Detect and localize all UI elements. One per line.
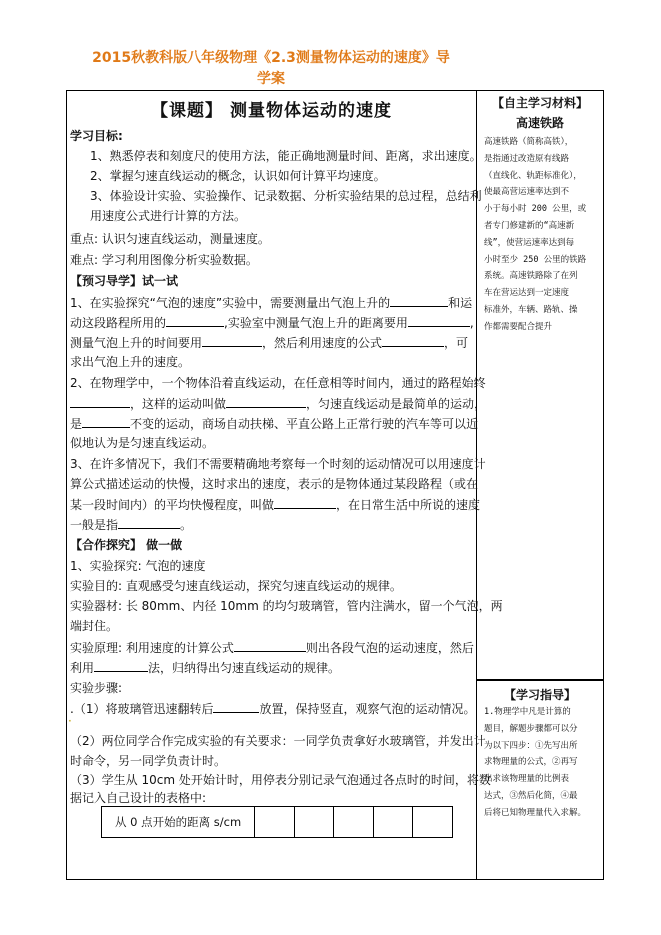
fill-blank[interactable]: [202, 334, 262, 347]
table-row: [102, 807, 453, 838]
preview-p2-line: 2、在物理学中，一个物体沿着直线运动，在任意相等时间内，通过的路程始终: [70, 376, 486, 390]
table-cell[interactable]: [334, 807, 374, 838]
lesson-heading: 【课题】 测量物体运动的速度: [151, 101, 392, 121]
objective-item: 2、掌握匀速直线运动的概念，认识如何计算平均速度。: [90, 169, 386, 183]
preview-heading: 【预习导学】试一试: [70, 274, 179, 288]
guide-text: 1.物理学中凡是计算的 题目，解题步骤都可以分 为以下四步：①先写出所 求物理量的公式，②再写 出求该物理量的比例表 达式，③然后化简，④最 后将已知物理量代入求解。: [484, 707, 587, 818]
fill-blank[interactable]: [408, 314, 470, 327]
guide-heading: 【学习指导】: [503, 688, 576, 702]
material-text: 高速铁路（简称高铁）， 是指通过改造原有线路 （直线化、轨距标准化）， 使最高营运速率达到不 小于每小时 200 公里，或 者专门修建新的“高速新 线”，使营运速率达到每 小时至少 250 公里的铁路 系统。高速铁路除了在列 车在营运达到一定速度 标准外，车辆、路轨、操 作都需要配合提升: [484, 137, 587, 332]
objective-item: 用速度公式进行计算的方法。: [90, 209, 247, 223]
fill-blank[interactable]: [118, 516, 180, 529]
cooperation-line: 实验器材: 长 80mm、内径 10mm 的均匀玻璃管，管内注满水，留一个气泡，两: [70, 599, 503, 613]
fill-blank[interactable]: [213, 700, 259, 713]
objective-item: 1、熟悉停表和刻度尺的使用方法，能正确地测量时间、距离，求出速度。: [90, 149, 482, 163]
objective-item: 3、体验设计实验、实验操作、记录数据、分析实验结果的总过程，总结利: [90, 189, 482, 203]
fill-blank[interactable]: [82, 415, 130, 428]
cooperation-line: 实验目的: 直观感受匀速直线运动，探究匀速直线运动的规律。: [70, 579, 402, 593]
step-line: （3）学生从 10cm 处开始计时，用停表分别记录气泡通过各点时的时间，将数: [70, 773, 491, 787]
preview-p1-line: 测量气泡上升的时间要用 ，然后利用速度的公式 ，可: [70, 336, 469, 350]
table-header-cell: 从 0 点开始的距离 s/cm: [102, 807, 255, 838]
fill-blank[interactable]: [234, 639, 306, 652]
preview-p2-line: 是 不变的运动，商场自动扶梯、平直公路上正常行驶的汽车等可以近: [70, 417, 479, 431]
preview-p1-line: 1、在实验探究“气泡的速度”实验中，需要测量出气泡上升的 和运: [70, 296, 473, 310]
step-line: .（1）将玻璃管迅速翻转后 放置，保持竖直，观察气泡的运动情况。: [70, 702, 476, 716]
fill-blank[interactable]: [166, 314, 224, 327]
cooperation-line: 1、实验探究: 气泡的速度: [70, 559, 206, 573]
document-title-line2: 学案: [257, 71, 285, 87]
principle-line: 实验原理: 利用速度的计算公式 则出各段气泡的运动速度，然后: [70, 641, 474, 655]
material-title: 高速铁路: [515, 116, 564, 130]
fill-blank[interactable]: [70, 395, 130, 408]
preview-p2-line: ，这样的运动叫做 ，匀速直线运动是最简单的运动，: [70, 395, 474, 412]
fill-blank[interactable]: [382, 334, 444, 347]
preview-p3-line: 算公式描述运动的快慢，这时求出的速度，表示的是物体通过某段路程（或在: [70, 477, 479, 491]
preview-p3-line: 3、在许多情况下，我们不需要精确地考察每一个时刻的运动情况可以用速度计: [70, 457, 486, 471]
preview-p1-line: 求出气泡上升的速度。: [70, 355, 191, 369]
table-cell[interactable]: [255, 807, 295, 838]
fill-blank[interactable]: [390, 294, 448, 307]
step-line: 据记入自己设计的表格中:: [70, 791, 207, 805]
cooperation-heading: 【合作探究】 做一做: [70, 538, 183, 552]
step-line: （2）两位同学合作完成实验的有关要求：一同学负责拿好水玻璃管，并发出计: [70, 734, 486, 748]
document-title: [60, 48, 482, 90]
principle-line: 利用 法，归纳得出匀速直线运动的规律。: [70, 661, 341, 675]
step-line: 时命令，另一同学负责计时。: [70, 754, 227, 768]
key-point: 重点: 认识匀速直线运动，测量速度。: [70, 232, 270, 246]
table-cell[interactable]: [373, 807, 413, 838]
objectives-label: 学习目标:: [70, 129, 123, 143]
fill-blank[interactable]: [226, 395, 306, 408]
preview-p1-line: 动这段路程所用的 ,实验室中测量气泡上升的距离要用 ,: [70, 316, 474, 330]
fill-blank[interactable]: [274, 496, 336, 509]
difficulty-point: 难点: 学习利用图像分析实验数据。: [70, 253, 258, 267]
preview-p2-line: 似地认为是匀速直线运动。: [70, 436, 215, 450]
table-cell[interactable]: [413, 807, 453, 838]
cooperation-line: 端封住。: [70, 619, 119, 633]
preview-p3-line: 某一段时间内）的平均快慢程度，叫做 ，在日常生活中所说的速度: [70, 498, 481, 512]
document-title-line1: 2015秋教科版八年级物理《2.3测量物体运动的速度》导: [92, 50, 450, 66]
data-table: [101, 806, 453, 838]
material-heading: 【自主学习材料】: [491, 96, 588, 110]
table-cell[interactable]: [294, 807, 334, 838]
fill-blank[interactable]: [94, 659, 148, 672]
steps-label: 实验步骤:: [70, 681, 123, 695]
preview-p3-line: 一般是指 。: [70, 518, 193, 532]
stray-dot-mark: ·: [68, 714, 72, 728]
